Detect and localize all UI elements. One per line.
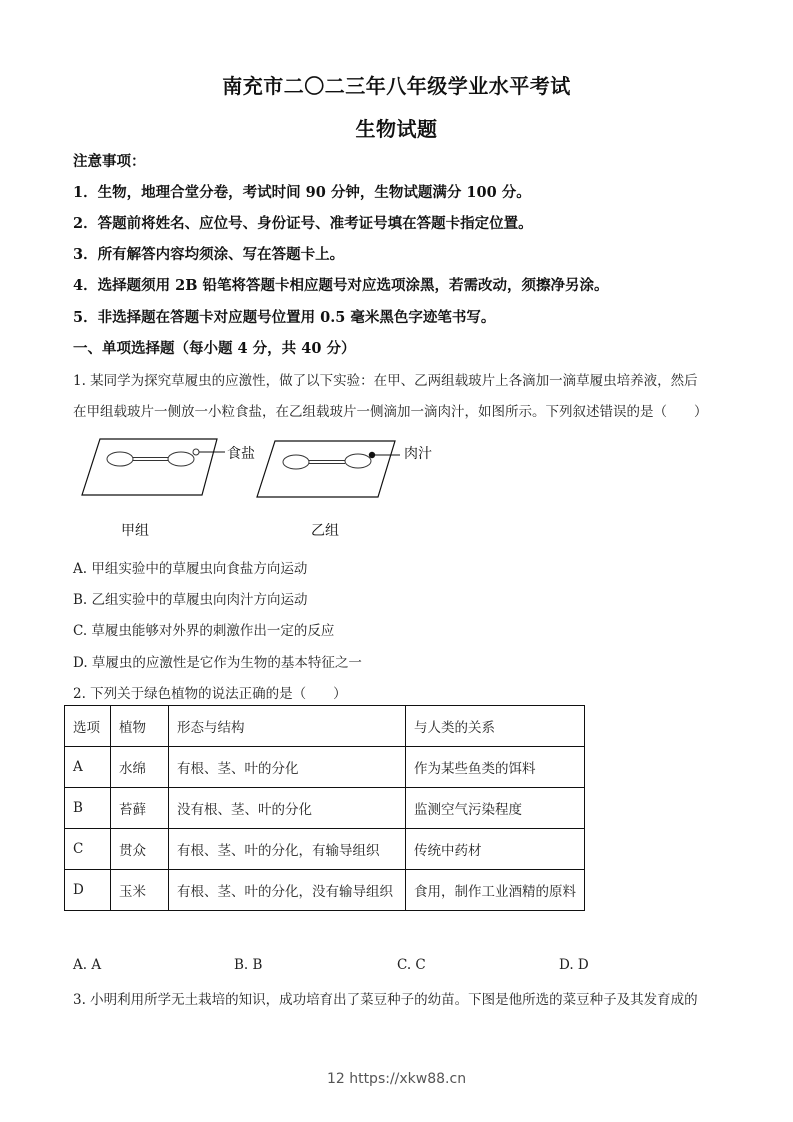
notice-item: 2．答题前将姓名、应位号、身份证号、准考证号填在答题卡指定位置。 — [73, 215, 533, 232]
section-heading: 一、单项选择题（每小题 4 分，共 40 分） — [73, 340, 356, 357]
label-broth: 肉汁 — [404, 446, 432, 462]
paramecium-experiment-figure — [0, 0, 793, 560]
caption-group-jia: 甲组 — [121, 523, 149, 539]
table-cell: 没有根、茎、叶的分化 — [169, 788, 406, 829]
table-cell: B — [65, 788, 111, 829]
table-cell: A — [65, 747, 111, 788]
answer-option-b: B. B — [234, 957, 263, 973]
table-cell: 有根、茎、叶的分化 — [169, 747, 406, 788]
table-cell: 玉米 — [111, 870, 169, 911]
salt-grain-icon — [193, 449, 199, 455]
notice-item: 3．所有解答内容均须涂、写在答题卡上。 — [73, 246, 345, 263]
table-header-cell: 与人类的关系 — [406, 706, 585, 747]
table-cell: 监测空气污染程度 — [406, 788, 585, 829]
table-cell: 作为某些鱼类的饵料 — [406, 747, 585, 788]
broth-drop-icon — [369, 452, 375, 458]
table-cell: 贯众 — [111, 829, 169, 870]
question-1-option-b: B. 乙组实验中的草履虫向肉汁方向运动 — [73, 592, 308, 608]
slide-group-jia — [82, 439, 225, 495]
plants-table — [64, 705, 585, 911]
notice-heading: 注意事项： — [73, 153, 146, 170]
exam-title: 南充市二〇二三年八年级学业水平考试 — [222, 74, 571, 98]
table-row — [65, 829, 585, 870]
question-3-stem: 3. 小明利用所学无土栽培的知识，成功培育出了菜豆种子的幼苗。下图是他所选的菜豆种子及其发育成的 — [73, 992, 698, 1008]
question-1-stem-line2: 在甲组载玻片一侧放一小粒食盐，在乙组载玻片一侧滴加一滴肉汁，如图所示。下列叙述错误的是（ ） — [73, 404, 708, 420]
question-1-option-d: D. 草履虫的应激性是它作为生物的基本特征之一 — [73, 655, 362, 671]
page-footer: 12 https://xkw88.cn — [326, 1071, 467, 1087]
table-cell: D — [65, 870, 111, 911]
table-cell: 有根、茎、叶的分化，有输导组织 — [169, 829, 406, 870]
table-cell: 传统中药材 — [406, 829, 585, 870]
table-row — [65, 870, 585, 911]
label-salt: 食盐 — [227, 446, 255, 462]
table-header-row — [65, 706, 585, 747]
table-row — [65, 747, 585, 788]
notice-item: 5．非选择题在答题卡对应题号位置用 0.5 毫米黑色字迹笔书写。 — [73, 309, 496, 326]
table-row — [65, 788, 585, 829]
table-cell: 苔藓 — [111, 788, 169, 829]
table-header-cell: 形态与结构 — [169, 706, 406, 747]
question-2-stem: 2. 下列关于绿色植物的说法正确的是（ ） — [73, 686, 347, 702]
question-1-stem-line1: 1. 某同学为探究草履虫的应激性，做了以下实验：在甲、乙两组载玻片上各滴加一滴草履虫培养液，然后 — [73, 373, 698, 389]
table-header-cell: 选项 — [65, 706, 111, 747]
table-cell: C — [65, 829, 111, 870]
table-cell: 水绵 — [111, 747, 169, 788]
table-cell: 食用，制作工业酒精的原料 — [406, 870, 585, 911]
answer-option-a: A. A — [73, 957, 102, 973]
slide-group-yi — [257, 441, 400, 497]
answer-option-c: C. C — [397, 957, 426, 973]
table-cell: 有根、茎、叶的分化，没有输导组织 — [169, 870, 406, 911]
caption-group-yi: 乙组 — [311, 523, 339, 539]
answer-option-d: D. D — [559, 957, 589, 973]
question-1-option-a: A. 甲组实验中的草履虫向食盐方向运动 — [73, 561, 308, 577]
question-1-option-c: C. 草履虫能够对外界的刺激作出一定的反应 — [73, 623, 335, 639]
table-header-cell: 植物 — [111, 706, 169, 747]
exam-subtitle: 生物试题 — [355, 117, 438, 141]
notice-item: 4．选择题须用 2B 铅笔将答题卡相应题号对应选项涂黑，若需改动，须擦净另涂。 — [73, 277, 609, 294]
notice-item: 1．生物，地理合堂分卷，考试时间 90 分钟，生物试题满分 100 分。 — [73, 184, 531, 201]
